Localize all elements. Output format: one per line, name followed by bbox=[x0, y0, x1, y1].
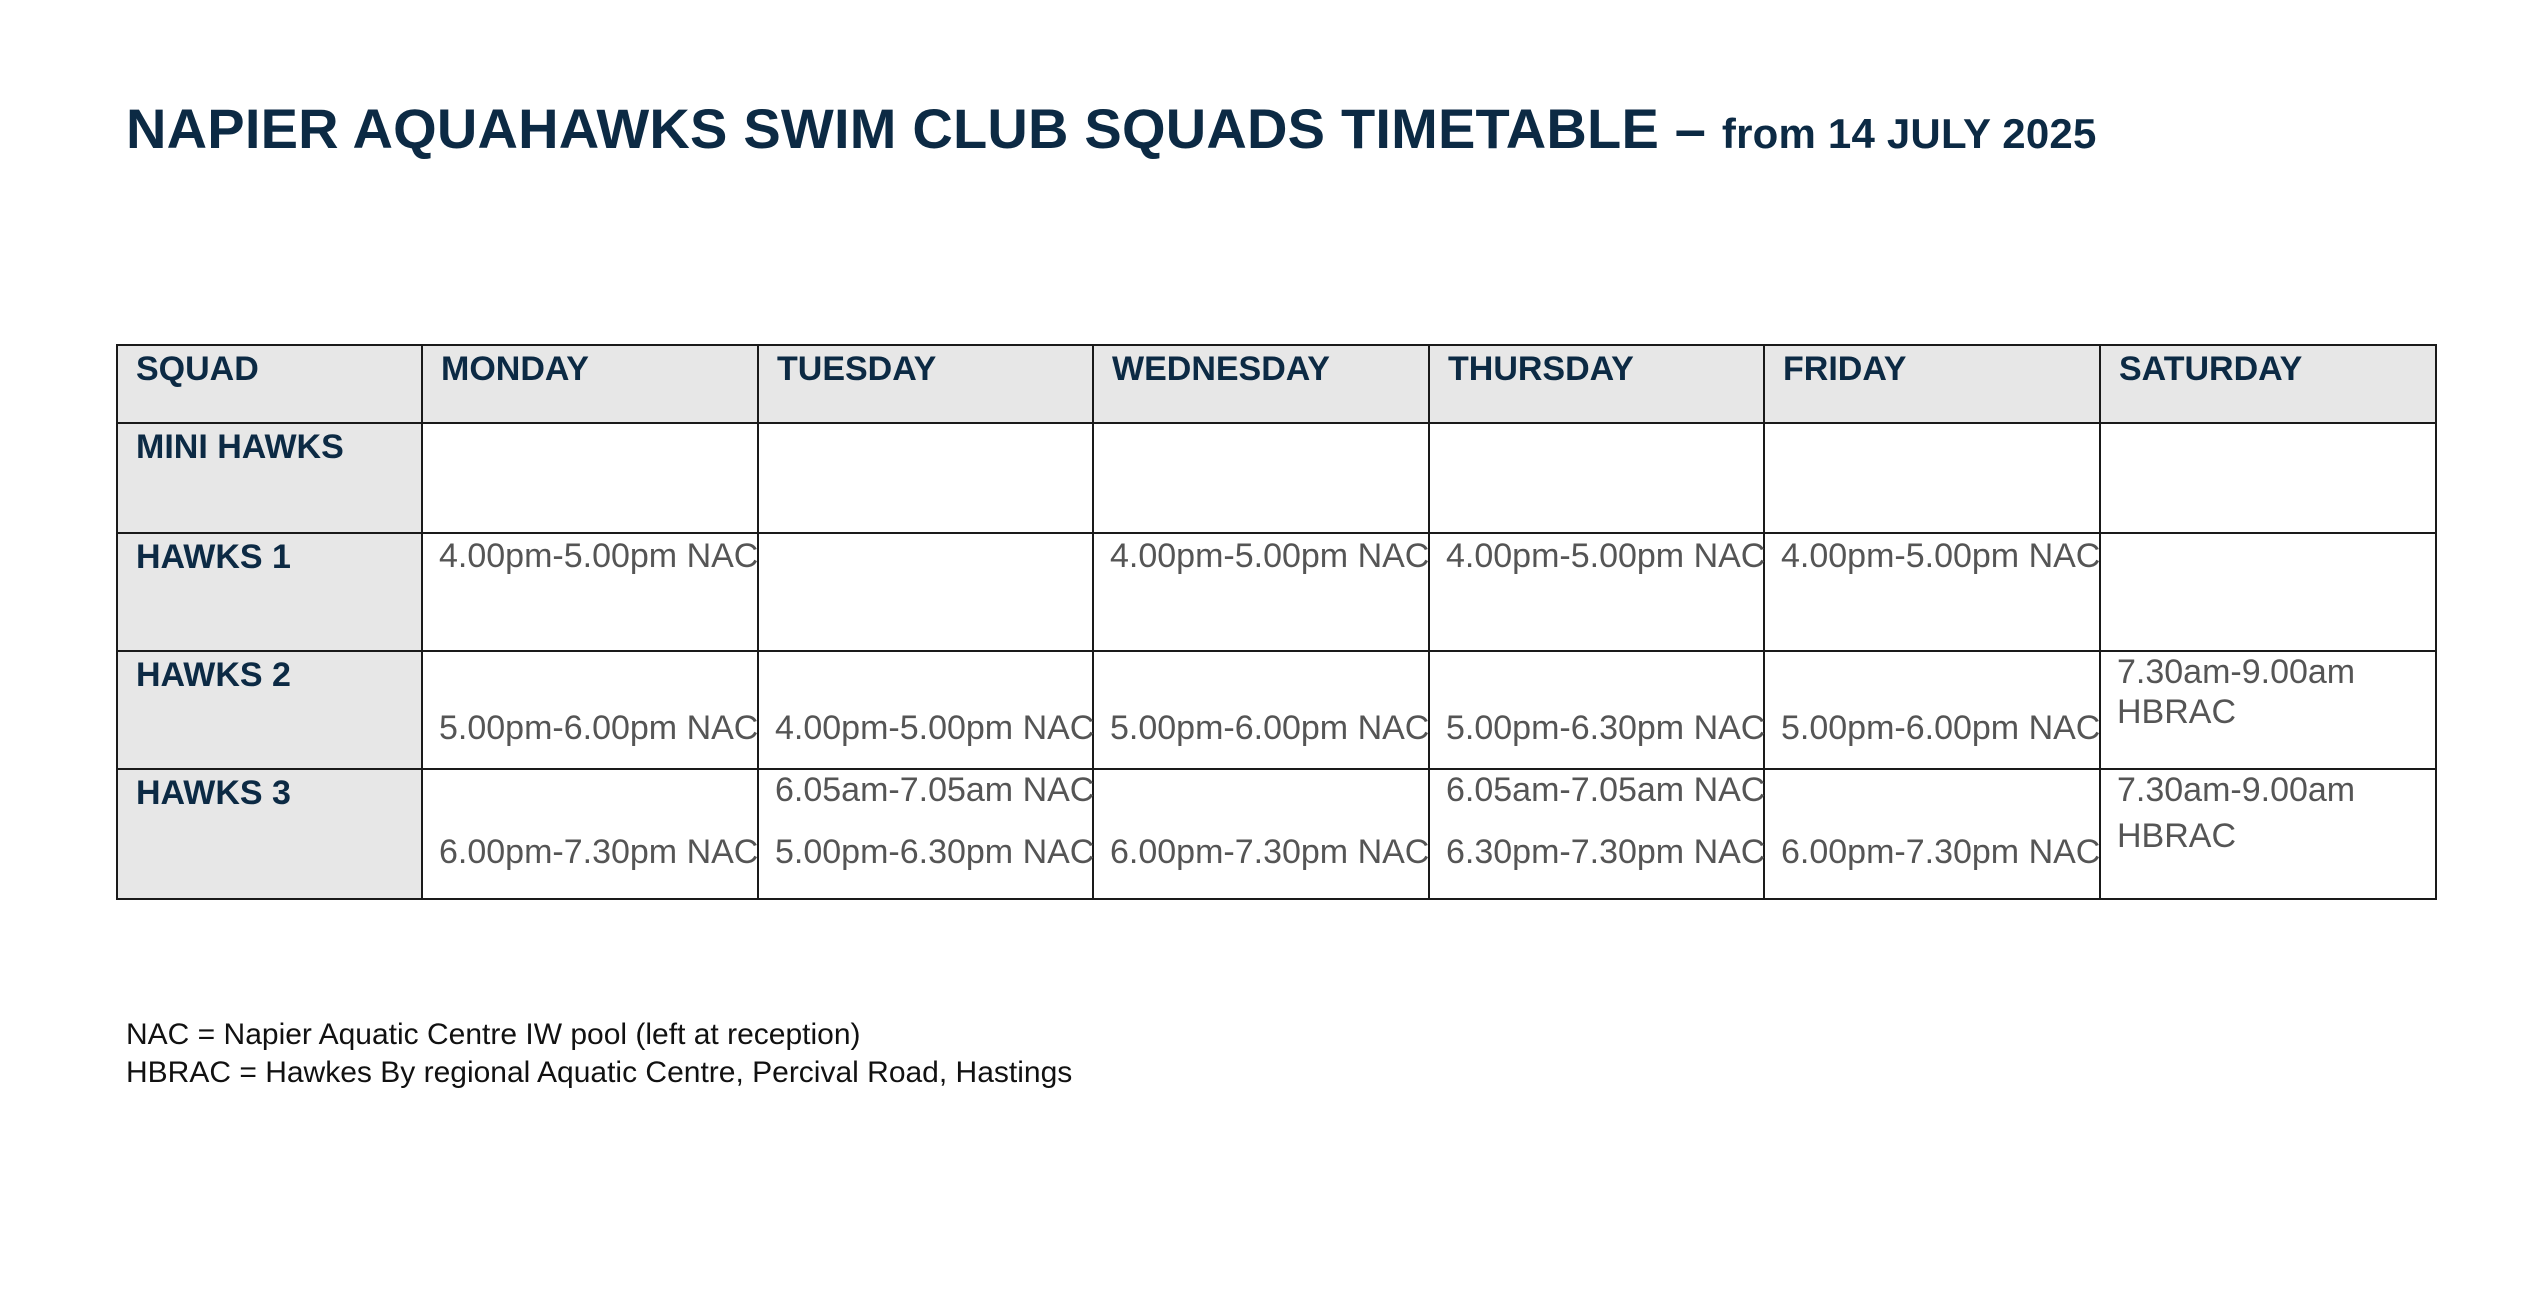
table-row-hawks-1 bbox=[117, 533, 2436, 651]
table-cell bbox=[422, 651, 758, 769]
squad-name: HAWKS 2 bbox=[136, 656, 291, 694]
session-time: 5.00pm-6.00pm NAC bbox=[1781, 709, 2101, 747]
header-saturday: SATURDAY bbox=[2100, 345, 2436, 423]
table-cell bbox=[758, 769, 1093, 899]
squads-timetable bbox=[116, 344, 2437, 900]
table-row-mini-hawks bbox=[117, 423, 2436, 533]
table-cell bbox=[1764, 423, 2100, 533]
table-cell bbox=[2100, 769, 2436, 899]
title-date: from 14 JULY 2025 bbox=[1721, 110, 2097, 157]
session-time: 6.00pm-7.30pm NAC bbox=[1110, 833, 1430, 871]
legend-nac: NAC = Napier Aquatic Centre IW pool (left at reception) bbox=[126, 1018, 861, 1051]
table-cell bbox=[1093, 651, 1429, 769]
session-time: 4.00pm-5.00pm NAC bbox=[1446, 537, 1766, 575]
session-time: 7.30am-9.00am bbox=[2117, 653, 2356, 691]
header-tuesday: TUESDAY bbox=[758, 345, 1093, 423]
session-time: 4.00pm-5.00pm NAC bbox=[1110, 537, 1430, 575]
squad-cell bbox=[117, 769, 422, 899]
header-squad: SQUAD bbox=[117, 345, 422, 423]
table-row-hawks-3 bbox=[117, 769, 2436, 899]
session-venue: HBRAC bbox=[2117, 693, 2237, 731]
session-time: 6.00pm-7.30pm NAC bbox=[1781, 833, 2101, 871]
session-time: 4.00pm-5.00pm NAC bbox=[775, 709, 1095, 747]
table-cell bbox=[1429, 533, 1764, 651]
table-cell bbox=[422, 533, 758, 651]
table-row-hawks-2 bbox=[117, 651, 2436, 769]
squad-name: MINI HAWKS bbox=[136, 428, 344, 466]
session-time: 6.30pm-7.30pm NAC bbox=[1446, 833, 1766, 871]
session-time: 6.00pm-7.30pm NAC bbox=[439, 833, 759, 871]
header-monday: MONDAY bbox=[422, 345, 758, 423]
table-cell bbox=[1764, 769, 2100, 899]
session-venue: HBRAC bbox=[2117, 817, 2237, 855]
squad-name: HAWKS 3 bbox=[136, 774, 291, 812]
table-cell bbox=[1093, 533, 1429, 651]
table-cell bbox=[1429, 423, 1764, 533]
table-cell bbox=[422, 769, 758, 899]
session-time: 7.30am-9.00am bbox=[2117, 771, 2356, 809]
header-wednesday: WEDNESDAY bbox=[1093, 345, 1429, 423]
table-cell bbox=[2100, 651, 2436, 769]
squad-cell bbox=[117, 423, 422, 533]
session-time: 5.00pm-6.30pm NAC bbox=[775, 833, 1095, 871]
legend-hbrac: HBRAC = Hawkes By regional Aquatic Centre, Percival Road, Hastings bbox=[126, 1056, 1073, 1089]
title-main: NAPIER AQUAHAWKS SWIM CLUB SQUADS TIMETABLE – bbox=[126, 97, 1722, 160]
table-cell bbox=[758, 651, 1093, 769]
session-time: 6.05am-7.05am NAC bbox=[775, 771, 1095, 809]
table-cell bbox=[1429, 651, 1764, 769]
session-time: 6.05am-7.05am NAC bbox=[1446, 771, 1766, 809]
table-cell bbox=[1093, 423, 1429, 533]
squad-name: HAWKS 1 bbox=[136, 538, 291, 576]
table-cell bbox=[2100, 423, 2436, 533]
table-cell bbox=[1764, 533, 2100, 651]
table-cell bbox=[1429, 769, 1764, 899]
legend bbox=[126, 1016, 1072, 1092]
header-friday: FRIDAY bbox=[1764, 345, 2100, 423]
squad-cell bbox=[117, 533, 422, 651]
squad-cell bbox=[117, 651, 422, 769]
session-time: 4.00pm-5.00pm NAC bbox=[1781, 537, 2101, 575]
session-time: 4.00pm-5.00pm NAC bbox=[439, 537, 759, 575]
session-time: 5.00pm-6.30pm NAC bbox=[1446, 709, 1766, 747]
table-cell bbox=[758, 533, 1093, 651]
table-cell bbox=[2100, 533, 2436, 651]
header-row bbox=[117, 345, 2436, 423]
session-time: 5.00pm-6.00pm NAC bbox=[1110, 709, 1430, 747]
page-title bbox=[126, 96, 2097, 161]
table-cell bbox=[1764, 651, 2100, 769]
table-cell bbox=[758, 423, 1093, 533]
header-thursday: THURSDAY bbox=[1429, 345, 1764, 423]
table-cell bbox=[1093, 769, 1429, 899]
table-cell bbox=[422, 423, 758, 533]
session-time: 5.00pm-6.00pm NAC bbox=[439, 709, 759, 747]
